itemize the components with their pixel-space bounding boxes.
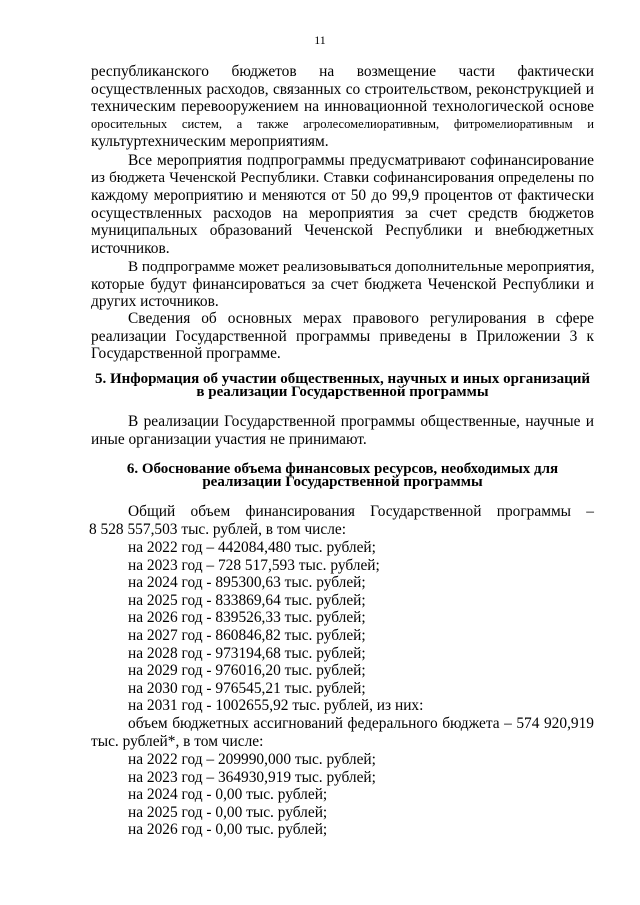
list-item: на 2029 год - 976016,20 тыс. рублей;: [128, 662, 366, 680]
list-item: на 2030 год - 976545,21 тыс. рублей;: [128, 679, 366, 697]
text-line: Общий объем финансирования Государственной программы –: [128, 503, 594, 520]
text-line: техническим перевооружением на инновационной технологической основе: [91, 98, 594, 116]
text-line: культуртехническим мероприятиям.: [91, 133, 329, 151]
list-item: на 2023 год – 364930,919 тыс. рублей;: [128, 768, 376, 786]
section-6-heading: [91, 463, 594, 489]
text-line: Все мероприятия подпрограммы предусматривают софинансирование: [128, 152, 594, 169]
text-line: В реализации Государственной программы общественные, научные и: [128, 413, 594, 430]
section-5-title-line: 5. Информация об участии общественных, научных и иных организаций: [94, 371, 591, 387]
paragraph-additional-measures: [91, 258, 594, 311]
list-item: на 2022 год – 442084,480 тыс. рублей;: [128, 539, 376, 556]
text-line: из бюджета Чеченской Республики. Ставки софинансирования определены по: [91, 169, 594, 186]
paragraph-continuation: [91, 63, 594, 151]
text-line: 8 528 557,503 тыс. рублей, в том числе:: [89, 520, 347, 538]
list-item: на 2031 год - 1002655,92 тыс. рублей, из них:: [128, 697, 424, 715]
section-5-heading: [91, 373, 594, 399]
section-6-intro: [91, 503, 594, 538]
list-item: на 2026 год - 0,00 тыс. рублей;: [128, 821, 328, 839]
text-line: объем бюджетных ассигнований федерального бюджета – 574 920,919: [128, 715, 594, 732]
federal-budget-paragraph: [91, 715, 594, 750]
text-line: осуществленных расходов, связанных со строительством, реконструкцией и: [91, 80, 594, 98]
list-item: на 2024 год - 895300,63 тыс. рублей;: [128, 574, 366, 592]
text-line: осуществленных расходов на мероприятия за счет средств бюджетов: [91, 204, 594, 222]
section-5-title-line: в реализации Государственной программы: [196, 384, 489, 400]
list-item: на 2025 год - 0,00 тыс. рублей;: [128, 803, 328, 821]
text-line: оросительных систем, а также агролесомелиоративным, фитромелиоративным и: [91, 116, 594, 131]
text-line: которые будут финансироваться за счет бюджета Чеченской Республики и: [91, 275, 594, 293]
list-item: на 2027 год - 860846,82 тыс. рублей;: [128, 626, 366, 644]
text-line: В подпрограмме может реализовываться дополнительные мероприятия,: [128, 258, 595, 275]
text-line: источников.: [91, 239, 170, 257]
text-line: Государственной программе.: [91, 345, 281, 363]
section-6-title-line: 6. Обоснование объема финансовых ресурсов, необходимых для: [126, 461, 559, 477]
paragraph-cofinancing: [91, 152, 594, 258]
list-item: на 2025 год - 833869,64 тыс. рублей;: [128, 591, 366, 609]
text-line: тыс. рублей*, в том числе:: [91, 732, 264, 750]
federal-yearly-list: [128, 751, 376, 839]
text-line: других источников.: [91, 293, 219, 311]
page-number: 11: [314, 33, 326, 47]
paragraph-legal-regulation: [91, 310, 594, 363]
text-line: реализации Государственной программы приведены в Приложении 3 к: [91, 327, 594, 345]
text-line: муниципальных образований Чеченской Республики и внебюджетных: [91, 222, 594, 240]
list-item: на 2022 год – 209990,000 тыс. рублей;: [128, 751, 376, 768]
list-item: на 2023 год – 728 517,593 тыс. рублей;: [128, 556, 380, 574]
text-line: иные организации участия не принимают.: [91, 430, 367, 448]
section-5-paragraph: [91, 413, 594, 448]
list-item: на 2028 год - 973194,68 тыс. рублей;: [128, 644, 366, 662]
text-line: каждому мероприятию и меняются от 50 до 99,9 процентов от фактически: [91, 187, 594, 205]
text-line: республиканского бюджетов на возмещение части фактически: [91, 63, 594, 80]
list-item: на 2024 год - 0,00 тыс. рублей;: [128, 786, 328, 804]
yearly-financing-list: [128, 539, 423, 715]
list-item: на 2026 год - 839526,33 тыс. рублей;: [128, 609, 366, 627]
text-line: Сведения об основных мерах правового регулирования в сфере: [128, 310, 594, 327]
section-6-title-line: реализации Государственной программы: [202, 474, 483, 490]
